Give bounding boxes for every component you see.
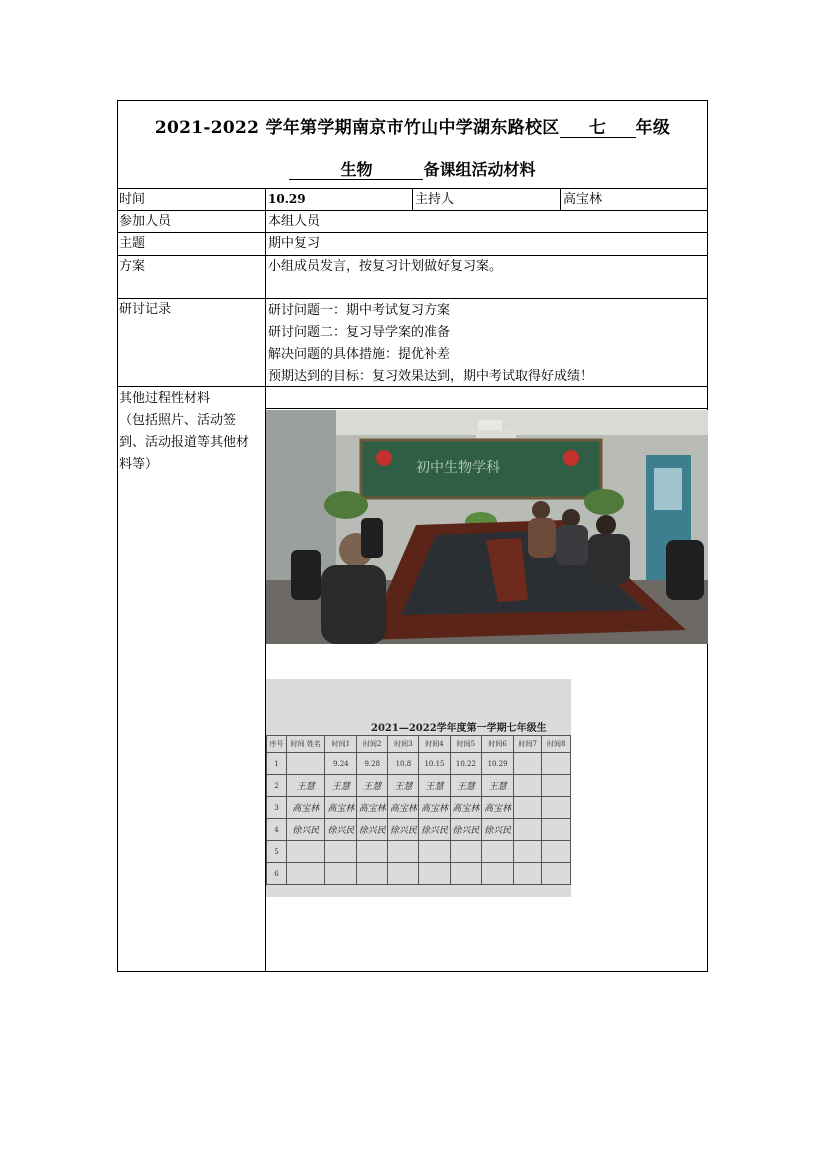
sign-cell: 10.22 <box>450 753 482 775</box>
host-label: 主持人 <box>415 192 455 207</box>
sign-cell: 徐兴民 <box>357 819 388 841</box>
chalkboard-text: 初中生物学科 <box>416 460 500 476</box>
sign-cell <box>357 863 388 885</box>
rule <box>118 232 707 233</box>
sign-cell: 徐兴民 <box>482 819 514 841</box>
sign-header-cell: 序号 <box>267 736 287 753</box>
sign-cell <box>325 863 357 885</box>
sign-header-cell: 时间4 <box>419 736 450 753</box>
sign-cell <box>357 841 388 863</box>
discussion-line: 解决问题的具体措施：提优补差 <box>268 347 451 362</box>
sign-header-cell: 时间2 <box>357 736 388 753</box>
sign-header-cell: 时间6 <box>482 736 514 753</box>
time-label: 时间 <box>119 192 146 207</box>
subject-blank: 生物 <box>289 161 423 180</box>
sign-cell: 王慧 <box>419 775 450 797</box>
topic-label: 主题 <box>119 236 146 251</box>
sign-cell: 10.8 <box>388 753 419 775</box>
sign-cell: 5 <box>267 841 287 863</box>
discussion-record <box>267 300 705 388</box>
sign-cell: 王慧 <box>388 775 419 797</box>
sign-cell <box>513 863 541 885</box>
meeting-photo-illustration <box>266 410 708 644</box>
sign-cell <box>513 775 541 797</box>
activity-form <box>117 100 708 972</box>
sign-cell: 徐兴民 <box>419 819 450 841</box>
sign-in-sheet-photo <box>266 679 571 897</box>
sign-cell: 10.29 <box>482 753 514 775</box>
host-value: 高宝林 <box>563 192 603 207</box>
sign-cell: 高宝林 <box>482 797 514 819</box>
sign-cell: 高宝林 <box>450 797 482 819</box>
other-label-line: 其他过程性材料 <box>119 391 211 406</box>
sign-cell <box>482 863 514 885</box>
sign-cell: 徐兴民 <box>388 819 419 841</box>
column-divider <box>560 188 561 210</box>
sign-cell <box>513 841 541 863</box>
title-school: 2021-2022 学年第学期南京市竹山中学湖东路校区 <box>154 118 560 138</box>
grade-blank: 七 <box>560 119 636 138</box>
sign-row <box>267 819 571 841</box>
meeting-photo <box>266 410 708 644</box>
other-label-line: 料等） <box>119 457 159 472</box>
sign-header-cell: 时间5 <box>450 736 482 753</box>
sign-cell <box>542 863 571 885</box>
sign-header-cell: 时间3 <box>388 736 419 753</box>
sign-cell <box>286 753 325 775</box>
sign-cell <box>388 863 419 885</box>
other-materials-label <box>118 388 265 476</box>
sign-row <box>267 863 571 885</box>
sign-cell <box>542 841 571 863</box>
sign-cell <box>450 841 482 863</box>
sign-cell <box>513 797 541 819</box>
title-line-1 <box>118 113 707 138</box>
sign-cell <box>450 863 482 885</box>
rule <box>266 408 707 409</box>
sign-sheet-title: 2021—2022学年度第一学期七年级生 <box>371 723 547 734</box>
sign-header-cell: 时间 姓名 <box>286 736 325 753</box>
sign-cell <box>542 753 571 775</box>
topic-value: 期中复习 <box>268 236 321 251</box>
time-value: 10.29 <box>268 192 306 206</box>
sign-cell: 高宝林 <box>388 797 419 819</box>
title-line-2 <box>118 157 707 180</box>
participants-value: 本组人员 <box>268 214 321 229</box>
rule <box>118 255 707 256</box>
discussion-line: 研讨问题一：期中考试复习方案 <box>268 303 451 318</box>
sign-cell <box>286 841 325 863</box>
sign-cell: 6 <box>267 863 287 885</box>
sign-cell: 10.15 <box>419 753 450 775</box>
discussion-line: 预期达到的目标：复习效果达到，期中考试取得好成绩！ <box>268 369 594 384</box>
sign-row <box>267 753 571 775</box>
sign-cell <box>542 797 571 819</box>
column-divider <box>412 188 413 210</box>
sign-in-table <box>266 735 571 885</box>
plan-label: 方案 <box>119 259 146 274</box>
sign-cell <box>542 775 571 797</box>
sign-cell: 高宝林 <box>325 797 357 819</box>
sign-header-cell: 时间8 <box>542 736 571 753</box>
sign-row <box>267 841 571 863</box>
rule <box>118 298 707 299</box>
sign-cell <box>286 863 325 885</box>
sign-cell: 高宝林 <box>286 797 325 819</box>
other-label-line: 到、活动报道等其他材 <box>119 435 250 450</box>
sign-cell: 徐兴民 <box>286 819 325 841</box>
sign-cell: 9.28 <box>357 753 388 775</box>
plan-value: 小组成员发言，按复习计划做好复习案。 <box>268 259 503 274</box>
sign-cell <box>419 841 450 863</box>
sign-cell <box>542 819 571 841</box>
sign-cell: 高宝林 <box>419 797 450 819</box>
sign-cell <box>388 841 419 863</box>
sign-cell: 3 <box>267 797 287 819</box>
sign-row <box>267 775 571 797</box>
sign-cell <box>419 863 450 885</box>
form-title <box>118 101 707 188</box>
sign-row <box>267 797 571 819</box>
sign-cell <box>482 841 514 863</box>
sign-header-cell: 时间1 <box>325 736 357 753</box>
sign-cell: 2 <box>267 775 287 797</box>
sign-cell: 王慧 <box>325 775 357 797</box>
sign-cell: 徐兴民 <box>450 819 482 841</box>
title-grade-suffix: 年级 <box>635 118 671 138</box>
sign-cell <box>513 753 541 775</box>
sign-cell: 王慧 <box>482 775 514 797</box>
sign-cell: 王慧 <box>450 775 482 797</box>
other-label-line: （包括照片、活动签 <box>119 413 237 428</box>
sign-cell: 1 <box>267 753 287 775</box>
sign-cell: 4 <box>267 819 287 841</box>
sign-cell: 9.24 <box>325 753 357 775</box>
sign-cell: 徐兴民 <box>325 819 357 841</box>
discussion-label: 研讨记录 <box>119 302 172 317</box>
title-group-suffix: 备课组活动材料 <box>423 160 536 179</box>
rule <box>118 210 707 211</box>
participants-label: 参加人员 <box>119 214 172 229</box>
discussion-line: 研讨问题二：复习导学案的准备 <box>268 325 451 340</box>
sign-cell <box>325 841 357 863</box>
sign-cell: 高宝林 <box>357 797 388 819</box>
sign-cell: 王慧 <box>357 775 388 797</box>
sign-cell <box>513 819 541 841</box>
sign-header-row <box>267 736 571 753</box>
sign-header-cell: 时间7 <box>513 736 541 753</box>
sign-cell: 王慧 <box>286 775 325 797</box>
